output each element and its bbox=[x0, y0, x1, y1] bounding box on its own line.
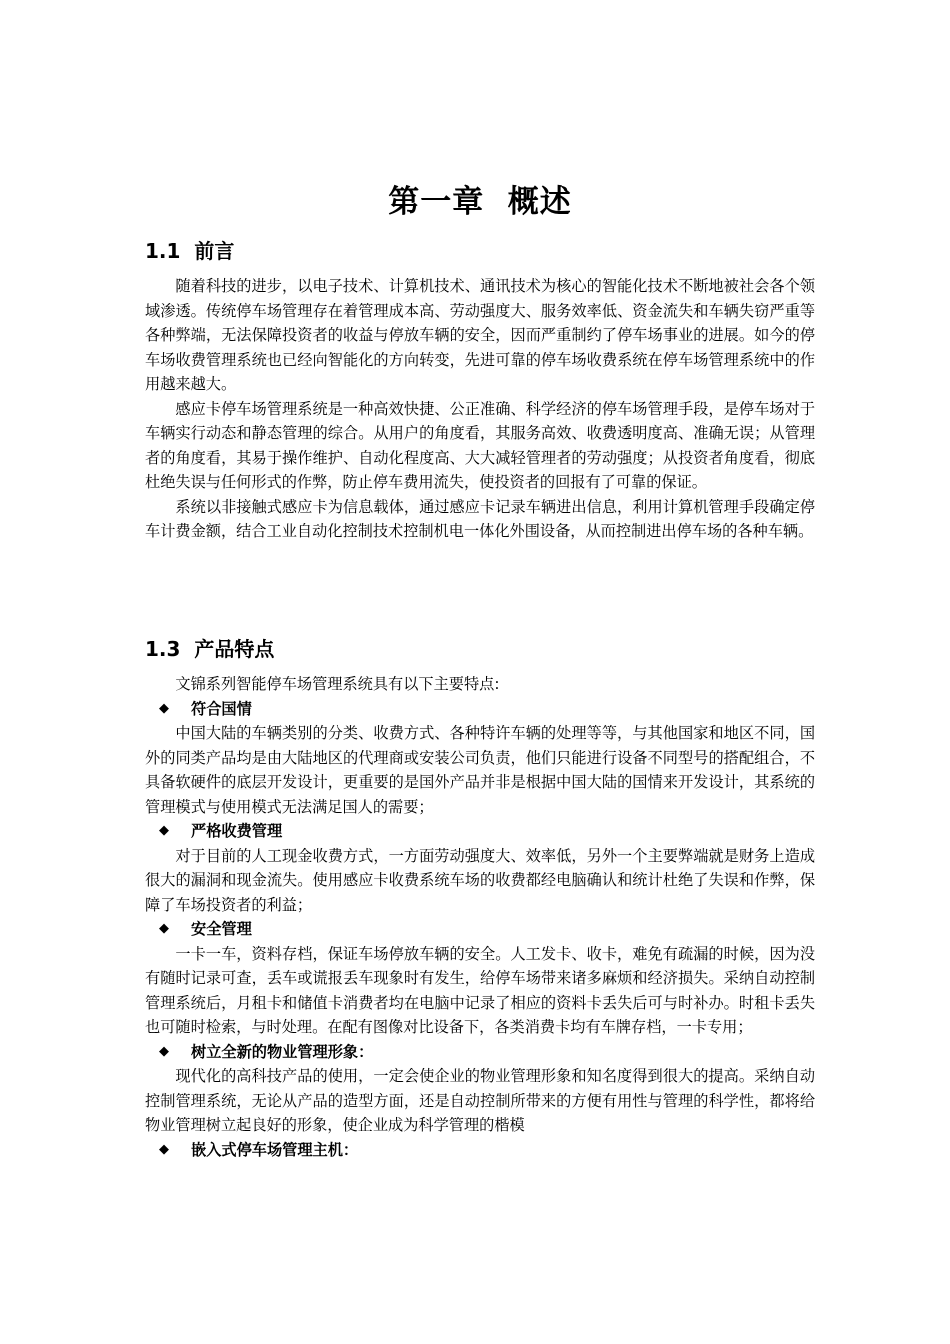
feature-title-text: 树立全新的物业管理形象： bbox=[191, 1042, 374, 1061]
diamond-bullet-icon: ◆ bbox=[159, 921, 169, 936]
feature-title bbox=[145, 1138, 815, 1163]
paragraph: 系统以非接触式感应卡为信息载体，通过感应卡记录车辆进出信息，利用计算机管理手段确定停车计费金额，结合工业自动化控制技术控制机电一体化外围设备，从而控制进出停车场的各种车辆。 bbox=[145, 497, 815, 540]
feature-title bbox=[145, 819, 815, 844]
feature-description: 现代化的高科技产品的使用，一定会使企业的物业管理形象和知名度得到很大的提高。采纳自动控制管理系统，无论从产品的造型方面，还是自动控制所带来的方便有用性与管理的科学性，都将给物业管理树立起良好的形象，使企业成为科学管理的楷模 bbox=[145, 1067, 815, 1134]
feature-description: 对于目前的人工现金收费方式，一方面劳动强度大、效率低，另外一个主要弊端就是财务上造成很大的漏洞和现金流失。使用感应卡收费系统车场的收费都经电脑确认和统计杜绝了失误和作弊，保障了车场投资者的利益； bbox=[145, 846, 815, 914]
paragraph: 随着科技的进步，以电子技术、计算机技术、通讯技术为核心的智能化技术不断地被社会各个领域渗透。传统停车场管理存在着管理成本高、劳动强度大、服务效率低、资金流失和车辆失窃严重等各种弊端，无法保障投资者的收益与停放车辆的安全，因而严重制约了停车场事业的进展。如今的停车场收费管理系统也已经向智能化的方向转变，先进可靠的停车场收费系统在停车场管理系统中的作用越来越大。 bbox=[145, 277, 815, 393]
feature-title bbox=[145, 1040, 815, 1065]
chapter-title: 第一章 概述 bbox=[388, 184, 572, 220]
features-intro: 文锦系列智能停车场管理系统具有以下主要特点: bbox=[175, 675, 500, 693]
diamond-bullet-icon: ◆ bbox=[159, 1043, 169, 1059]
feature-title-text: 符合国情 bbox=[191, 699, 252, 718]
feature-title-text: 嵌入式停车场管理主机： bbox=[191, 1140, 359, 1159]
paragraph: 感应卡停车场管理系统是一种高效快捷、公正准确、科学经济的停车场管理手段，是停车场对于车辆实行动态和静态管理的综合。从用户的角度看，其服务高效、收费透明度高、准确无误；从管理者的角度看，其易于操作维护、自动化程度高、大大减轻管理者的劳动强度；从投资者角度看，彻底杜绝失误与任何形式的作弊，防止停车费用流失，使投资者的回报有了可靠的保证。 bbox=[145, 399, 815, 491]
diamond-bullet-icon: ◆ bbox=[159, 823, 169, 838]
diamond-bullet-icon: ◆ bbox=[159, 1141, 169, 1157]
diamond-bullet-icon: ◆ bbox=[159, 700, 169, 716]
feature-title bbox=[145, 917, 815, 942]
section-heading-features: 1.3 产品特点 bbox=[145, 637, 275, 661]
feature-title-text: 安全管理 bbox=[191, 920, 252, 938]
section-features bbox=[145, 634, 815, 1162]
feature-title bbox=[145, 697, 815, 722]
section-preface bbox=[145, 236, 815, 544]
feature-description: 中国大陆的车辆类别的分类、收费方式、各种特许车辆的处理等等，与其他国家和地区不同，国外的同类产品均是由大陆地区的代理商或安装公司负责，他们只能进行设备不同型号的搭配组合，不具备软硬件的底层开发设计，更重要的是国外产品并非是根据中国大陆的国情来开发设计，其系统的管理模式与使用模式无法满足国人的需要； bbox=[145, 724, 815, 816]
feature-description: 一卡一车，资料存档，保证车场停放车辆的安全。人工发卡、收卡，难免有疏漏的时候，因为没有随时记录可查，丢车或谎报丢车现象时有发生，给停车场带来诸多麻烦和经济损失。采纳自动控制管理系统后，月租卡和储值卡消费者均在电脑中记录了相应的资料卡丢失后可与时补办。时租卡丢失也可随时检索，与时处理。在配有图像对比设备下，各类消费卡均有车牌存档，一卡专用； bbox=[145, 944, 815, 1036]
section-heading-preface: 1.1 前言 bbox=[145, 239, 235, 263]
feature-title-text: 严格收费管理 bbox=[191, 822, 283, 840]
